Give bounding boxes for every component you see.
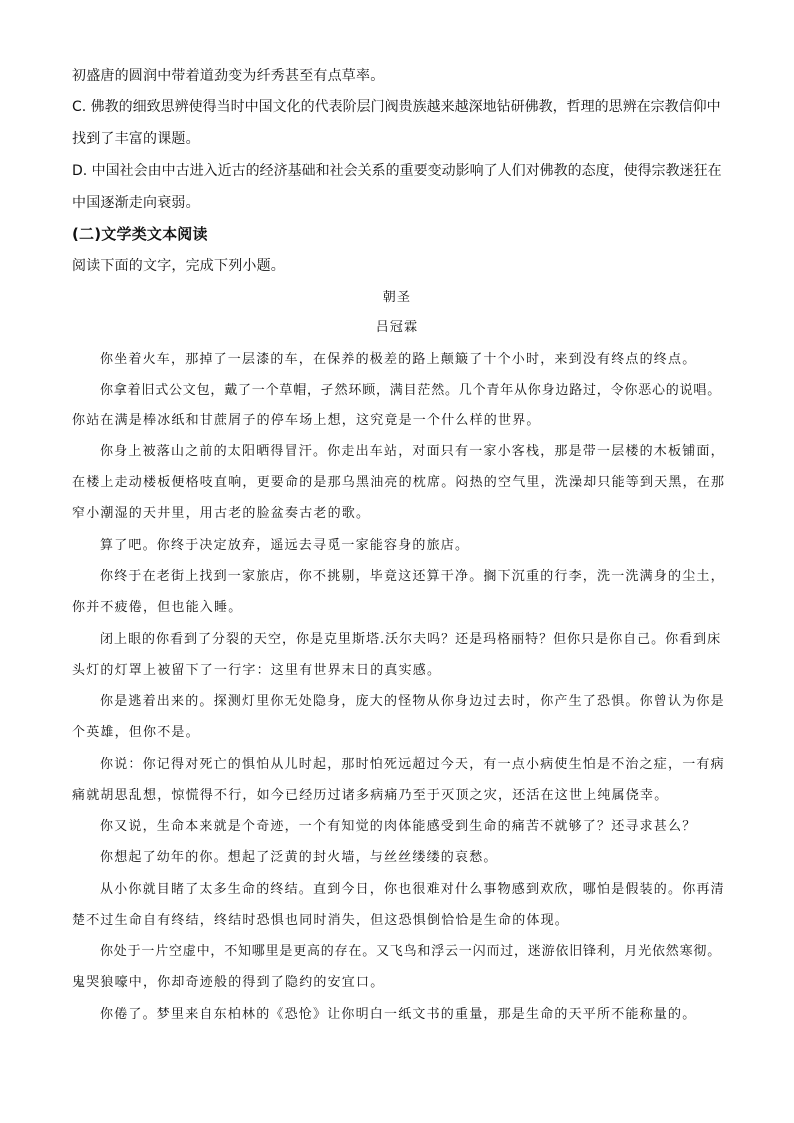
story-paragraph-line: 个英雄，但你不是。 [72,725,200,740]
option-c-line: C. 佛教的细致思辨使得当时中国文化的代表阶层门阀贵族越来越深地钻研佛教，哲理的思辨在宗教信仰中 [72,99,721,115]
story-title: 朝圣 [382,290,412,305]
story-paragraph-line: 楚不过生命自有终结，终结时恐惧也同时消失，但这恐惧倒恰恰是生命的体现。 [72,913,570,928]
intro-line: 初盛唐的圆润中带着道劲变为纤秀甚至有点草率。 [72,68,385,84]
story-paragraph-line: 头灯的灯罩上被留下了一行字：这里有世界末日的真实感。 [72,663,442,678]
story-paragraph-line: 鬼哭狼嚎中，你却奇迹般的得到了隐约的安宜口。 [72,975,385,990]
section-heading: (二)文学类文本阅读 [72,225,208,243]
story-paragraph-line: 你站在满是棒冰纸和甘蔗屑子的停车场上想，这究竟是一个什么样的世界。 [72,413,541,428]
story-paragraph-line: 从小你就目睹了太多生命的终结。直到今日，你也很难对什么事物感到欢欣，哪怕是假装的。你再清 [100,882,725,897]
story-paragraph-line: 你倦了。梦里来自东柏林的《恐怆》让你明白一纸文书的重量，那是生命的天平所不能称量的。 [100,1007,697,1022]
story-paragraph-line: 你想起了幼年的你。想起了泛黄的封火墙，与丝丝缕缕的哀愁。 [100,850,498,865]
instruction-text: 阅读下面的文字，完成下列小题。 [72,258,285,274]
story-paragraph-line: 窄小潮湿的天井里，用古老的脸盆奏古老的歌。 [72,506,371,521]
story-paragraph-line: 你说：你记得对死亡的惧怕从儿时起，那时怕死远超过今天，有一点小病使生怕是不治之症，一有病 [100,757,725,772]
story-paragraph-line: 你身上被落山之前的太阳晒得冒汗。你走出车站，对面只有一家小客栈，那是带一层楼的木板铺面， [100,444,725,459]
story-paragraph-line: 在楼上走动楼板便格吱直响，更要命的是那乌黑油亮的枕席。闷热的空气里，洗澡却只能等到天黑，在那 [72,475,726,490]
story-author: 吕冠霖 [375,320,419,335]
story-paragraph-line: 痛就胡思乱想，惊慌得不行，如今已经历过诸多病痛乃至于灭顶之灾，还活在这世上纯属侥幸。 [72,788,669,803]
story-paragraph-line: 算了吧。你终于决定放弃，遥远去寻觅一家能容身的旅店。 [100,538,470,553]
story-paragraph-line: 你处于一片空虚中，不知哪里是更高的存在。又飞鸟和浮云一闪而过，迷游依旧锋利，月光依然寒彻。 [100,944,722,959]
story-paragraph-line: 你是逃着出来的。探测灯里你无处隐身，庞大的怪物从你身边过去时，你产生了恐惧。你曾认为你是 [100,694,725,709]
story-paragraph-line: 你又说，生命本来就是个奇迹，一个有知觉的肉体能感受到生命的痛苦不就够了？还寻求甚么？ [100,819,697,834]
story-paragraph-line: 你拿着旧式公文包，戴了一个草帽，孑然环顾，满目茫然。几个青年从你身边路过，令你恶心的说唱。 [100,383,722,398]
option-c-continuation: 找到了丰富的课题。 [72,131,200,147]
story-paragraph-line: 你终于在老街上找到一家旅店，你不挑剔，毕竟这还算干净。搁下沉重的行李，洗一洗满身的尘土， [100,569,725,584]
option-d-line: D. 中国社会由中古进入近古的经济基础和社会关系的重要变动影响了人们对佛教的态度，使得宗教迷狂在 [72,163,722,179]
story-paragraph-line: 你并不疲倦，但也能入睡。 [72,600,243,615]
option-d-continuation: 中国逐渐走向衰弱。 [72,195,200,211]
story-paragraph-line: 闭上眼的你看到了分裂的天空，你是克里斯塔.沃尔夫吗？还是玛格丽特？但你只是你自己。你看到床 [100,632,722,647]
story-paragraph-line: 你坐着火车，那掉了一层漆的车，在保养的极差的路上颠簸了十个小时，来到没有终点的终点。 [100,352,697,367]
